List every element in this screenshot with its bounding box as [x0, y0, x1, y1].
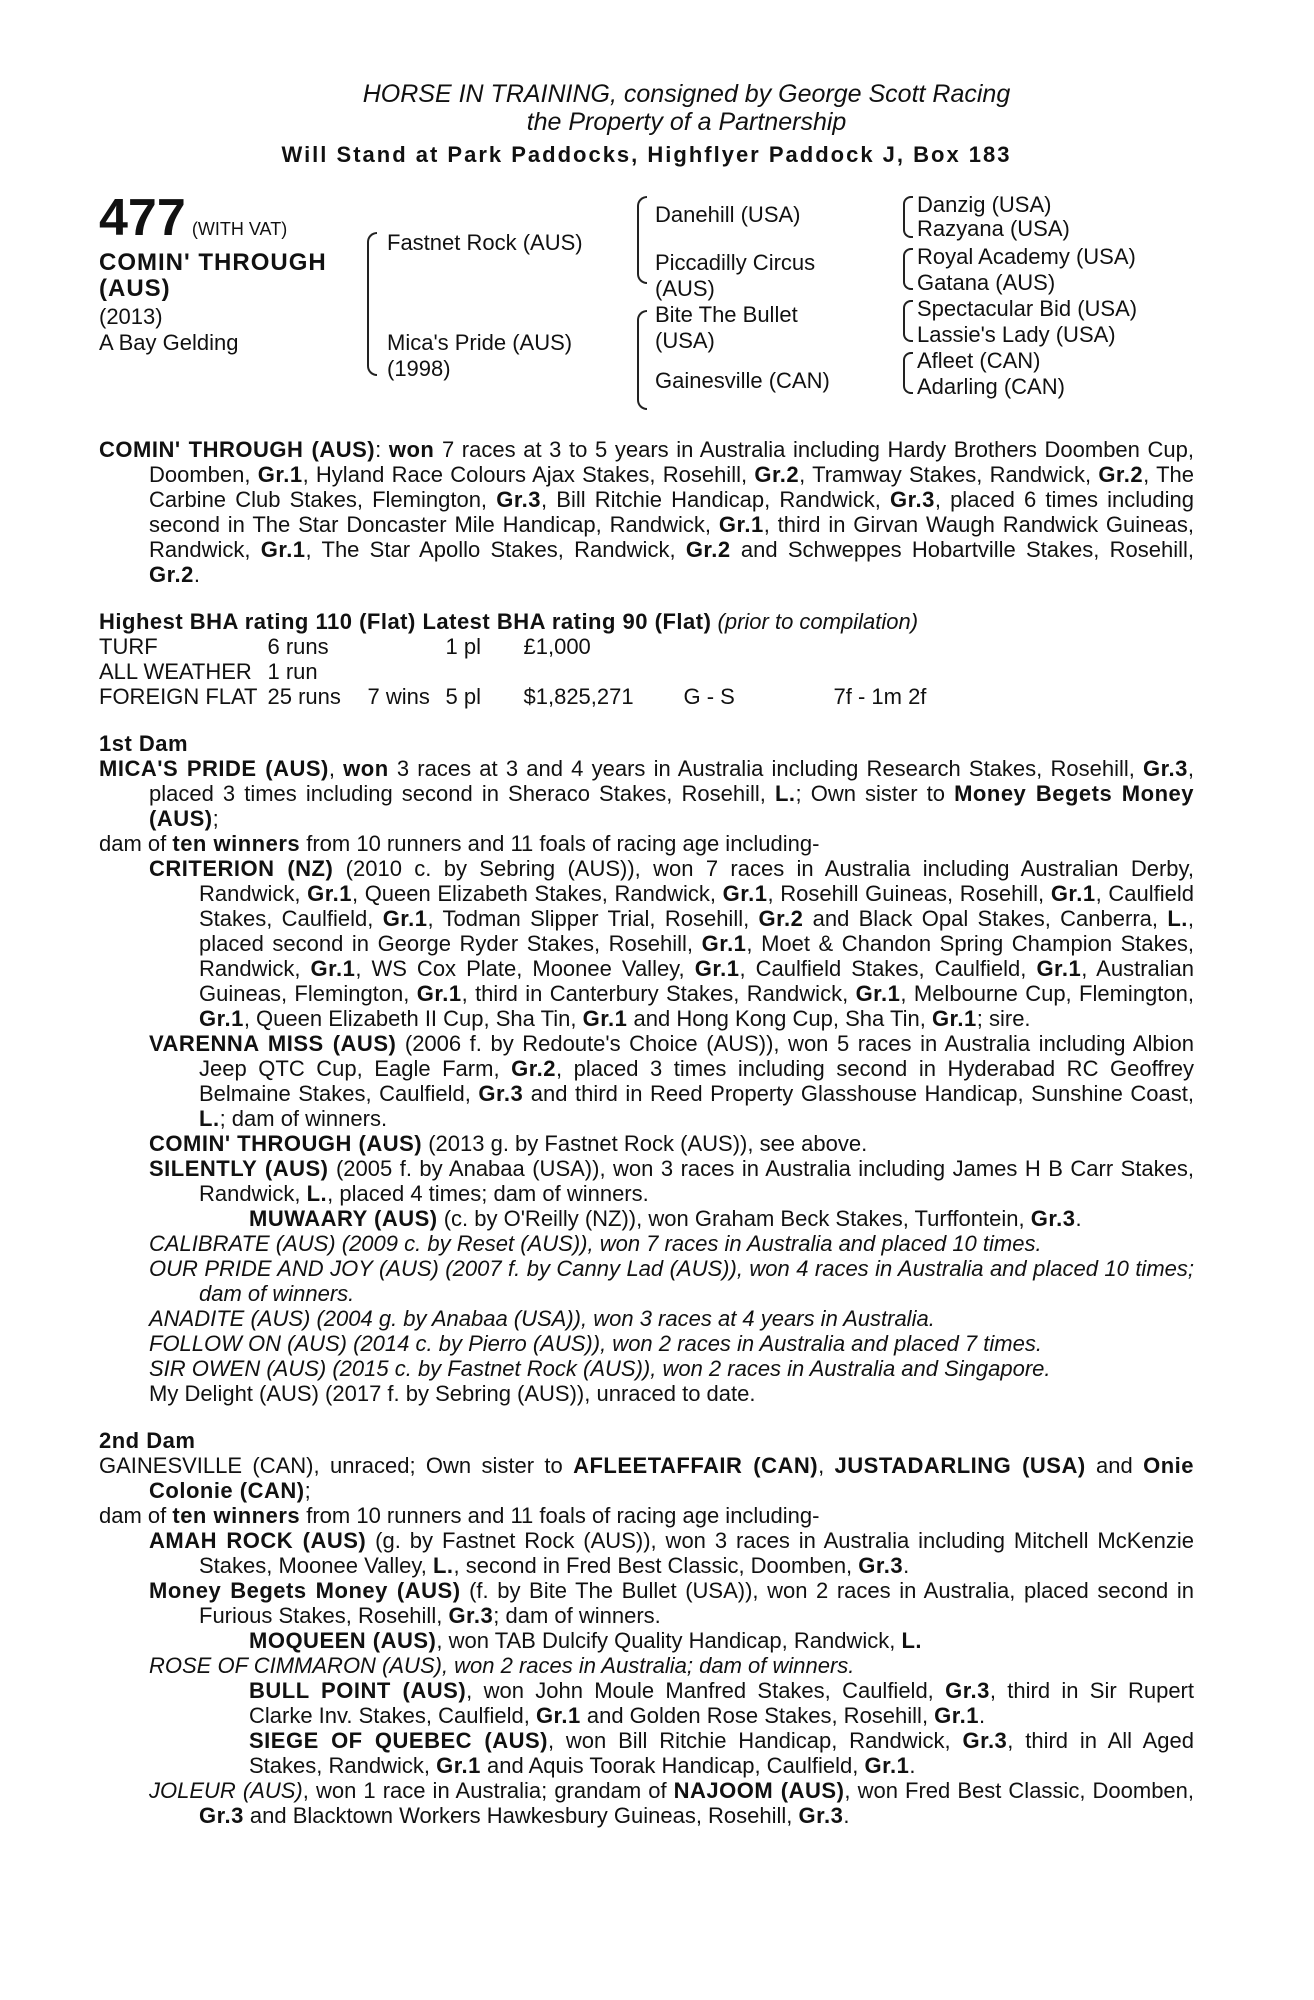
summary-text: and Schweppes Hobartville Stakes, Rosehill,: [730, 537, 1194, 562]
ggp-6: Lassie's Lady (USA): [917, 322, 1116, 347]
stats-label: FOREIGN FLAT: [99, 684, 258, 709]
stats-going: G - S: [683, 684, 735, 709]
ratings-note: (prior to compilation): [711, 609, 919, 634]
second-dam-heading: 2nd Dam: [99, 1428, 196, 1453]
produce-entry: VARENNA MISS (AUS) (2006 f. by Redoute's Choice (AUS)), won 5 races in Australia including Albion Jeep QTC Cup, Eagle Farm, Gr.2, placed 3 times including second in Hyderabad RC Geoffrey Belmaine Stakes, Caulfield, Gr.3 and third in Reed Property Glasshouse Handicap, Sunshine Coast, L.; dam of winners.: [149, 1031, 1195, 1131]
grade: Gr.1: [718, 512, 764, 537]
produce-entry: AMAH ROCK (AUS) (g. by Fastnet Rock (AUS)), won 3 races in Australia including Mitchell McKenzie Stakes, Moonee Valley, L., second in Fred Best Classic, Doomben, Gr.3.: [149, 1528, 1194, 1578]
grade: Gr.2: [149, 562, 194, 587]
dam-name: Mica's Pride (AUS): [387, 330, 573, 355]
stats-distance: [834, 634, 937, 659]
stats-earnings: £1,000: [523, 634, 591, 659]
brace-3: [637, 310, 647, 410]
sire-sire: Danehill (USA): [655, 202, 801, 227]
dam-won: won: [343, 756, 389, 781]
summary-name: COMIN' THROUGH (AUS): [99, 437, 376, 462]
ratings-section: [99, 609, 1194, 709]
stats-distance: 7f - 1m 2f: [833, 684, 927, 709]
property-line: the Property of a Partnership: [526, 108, 847, 136]
summary-text: , Bill Ritchie Handicap, Randwick,: [541, 487, 890, 512]
brace-7: [903, 352, 913, 394]
dam-of-line: dam of ten winners from 10 runners and 11 foals of racing age including-: [99, 831, 820, 856]
ggp-4: Gatana (AUS): [917, 270, 1056, 295]
summary-text: .: [193, 562, 200, 587]
stats-distance: [834, 659, 937, 684]
produce-entry: FOLLOW ON (AUS) (2014 c. by Pierro (AUS)), won 2 races in Australia and placed 7 times.: [149, 1331, 1042, 1356]
grandproduce-entry: MOQUEEN (AUS), won TAB Dulcify Quality Handicap, Randwick, L.: [249, 1628, 922, 1653]
grade: Gr.3: [1143, 756, 1188, 781]
table-row: [99, 684, 936, 709]
summary-text: , The Star Apollo Stakes, Randwick,: [305, 537, 686, 562]
grandproduce-entry: MUWAARY (AUS) (c. by O'Reilly (NZ)), won Graham Beck Stakes, Turffontein, Gr.3.: [249, 1206, 1082, 1231]
first-dam-heading: 1st Dam: [99, 731, 189, 756]
stats-earnings: [524, 659, 684, 684]
sister-name: Money Begets Money (AUS): [149, 781, 1194, 831]
sire-dam-2: (AUS): [655, 276, 715, 301]
ratings-bold: Highest BHA rating 110 (Flat) Latest BHA rating 90 (Flat): [99, 609, 712, 634]
dam-name: MICA'S PRIDE (AUS): [99, 756, 329, 781]
ggp-5: Spectacular Bid (USA): [917, 296, 1138, 321]
brace-4: [903, 196, 913, 238]
foaling-year: (2013): [99, 304, 163, 329]
stats-label: TURF: [99, 634, 158, 659]
catalogue-body: [99, 437, 1194, 1828]
grade: Gr.2: [685, 537, 731, 562]
first-dam-entry: MICA'S PRIDE (AUS), won 3 races at 3 and 4 years in Australia including Research Stakes, Rosehill, Gr.3, placed 3 times including second in Sheraco Stakes, Rosehill, L.; Own sister to Money Begets Money (AUS);: [99, 756, 1194, 831]
produce-entry: JOLEUR (AUS), won 1 race in Australia; grandam of NAJOOM (AUS), won Fred Best Classic, Doomben, Gr.3 and Blacktown Workers Hawkesbury Guineas, Rosehill, Gr.3.: [149, 1778, 1195, 1828]
brace-2: [637, 196, 647, 284]
grade: Gr.3: [496, 487, 542, 512]
summary-text: , placed 6 times including second in The Star Doncaster Mile Handicap, Randwick,: [149, 487, 1194, 537]
table-row: [99, 659, 936, 684]
stats-wins: 7 wins: [367, 684, 430, 709]
grade: Gr.3: [890, 487, 935, 512]
grade: Gr.2: [754, 462, 800, 487]
stand-line: Will Stand at Park Paddocks, Highflyer Paddock J, Box 183: [281, 142, 1012, 167]
brace-1: [367, 232, 377, 376]
grade: Gr.1: [257, 462, 303, 487]
second-dam-entry: GAINESVILLE (CAN), unraced; Own sister to AFLEETAFFAIR (CAN), JUSTADARLING (USA) and Onie Colonie (CAN);: [99, 1453, 1194, 1503]
dam-sire-1: Bite The Bullet: [655, 302, 798, 327]
produce-entry: My Delight (AUS) (2017 f. by Sebring (AUS)), unraced to date.: [149, 1381, 756, 1406]
form-table: [99, 634, 936, 709]
grandproduce-entry: BULL POINT (AUS), won John Moule Manfred Stakes, Caulfield, Gr.3, third in Sir Rupert Clarke Inv. Stakes, Caulfield, Gr.1 and Golden Rose Stakes, Rosehill, Gr.1.: [249, 1678, 1194, 1728]
stats-earnings: $1,825,271: [523, 684, 634, 709]
grandproduce-entry: SIEGE OF QUEBEC (AUS), won Bill Ritchie Handicap, Randwick, Gr.3, third in All Aged Stakes, Randwick, Gr.1 and Aquis Toorak Handicap, Caulfield, Gr.1.: [249, 1728, 1194, 1778]
ggp-2: Razyana (USA): [917, 216, 1070, 241]
pedigree-block: [99, 189, 1194, 437]
produce-entry: ROSE OF CIMMARON (AUS), won 2 races in Australia; dam of winners.: [149, 1653, 855, 1678]
produce-entry: SILENTLY (AUS) (2005 f. by Anabaa (USA)), won 3 races in Australia including James H B Carr Stakes, Randwick, L., placed 4 times; dam of winners.: [149, 1156, 1194, 1206]
summary-won: won: [388, 437, 435, 462]
consignor-line: HORSE IN TRAINING, consigned by George Scott Racing: [362, 80, 1011, 108]
produce-entry: ANADITE (AUS) (2004 g. by Anabaa (USA)), won 3 races at 4 years in Australia.: [149, 1306, 935, 1331]
catalogue-page: [99, 80, 1194, 1828]
summary-text: , Hyland Race Colours Ajax Stakes, Rosehill,: [302, 462, 755, 487]
lot-number: 477: [99, 189, 186, 247]
grade: Gr.2: [1098, 462, 1144, 487]
listed: L.: [774, 781, 796, 806]
ggp-1: Danzig (USA): [917, 192, 1052, 217]
lot-number-row: [99, 189, 288, 247]
stats-wins: [368, 659, 446, 684]
stats-placed: 1 pl: [445, 634, 481, 659]
grade: Gr.1: [260, 537, 306, 562]
dam-sire-2: (USA): [655, 328, 715, 353]
stats-going: [684, 634, 834, 659]
stats-runs: 6 runs: [267, 634, 329, 659]
sire-dam-1: Piccadilly Circus: [655, 250, 816, 275]
summary-text: , The Carbine Club Stakes, Flemington,: [149, 462, 1194, 512]
ggp-7: Afleet (CAN): [917, 348, 1041, 373]
stats-label: ALL WEATHER: [99, 659, 252, 684]
vat-note: (WITH VAT): [191, 219, 288, 239]
stats-placed: [446, 659, 524, 684]
produce-entry: Money Begets Money (AUS) (f. by Bite The Bullet (USA)), won 2 races in Australia, placed second in Furious Stakes, Rosehill, Gr.3; dam of winners.: [149, 1578, 1194, 1628]
summary-text: , third in Girvan Waugh Randwick Guineas, Randwick,: [149, 512, 1194, 562]
bha-ratings: [99, 609, 1194, 634]
stats-wins: [368, 634, 446, 659]
race-record-summary: [99, 437, 1194, 587]
stats-runs: 25 runs: [267, 684, 341, 709]
stats-runs: 1 run: [267, 659, 318, 684]
stats-placed: 5 pl: [445, 684, 481, 709]
dam-of-line: dam of ten winners from 10 runners and 11 foals of racing age including-: [99, 1503, 820, 1528]
brace-5: [903, 248, 913, 290]
horse-name-2: (AUS): [99, 275, 171, 302]
ggp-8: Adarling (CAN): [917, 374, 1065, 399]
summary-text: , Tramway Stakes, Randwick,: [799, 462, 1099, 487]
header: [99, 80, 1194, 170]
sire: Fastnet Rock (AUS): [387, 230, 583, 255]
stats-going: [684, 659, 834, 684]
brace-6: [903, 300, 913, 342]
produce-entry: SIR OWEN (AUS) (2015 c. by Fastnet Rock (AUS)), won 2 races in Australia and Singapore.: [149, 1356, 1051, 1381]
dam-dam: Gainesville (CAN): [655, 368, 830, 393]
produce-entry: COMIN' THROUGH (AUS) (2013 g. by Fastnet Rock (AUS)), see above.: [149, 1131, 868, 1156]
ggp-3: Royal Academy (USA): [917, 244, 1136, 269]
produce-entry: OUR PRIDE AND JOY (AUS) (2007 f. by Canny Lad (AUS)), won 4 races in Australia and placed 10 times; dam of winners.: [149, 1256, 1194, 1306]
summary-text: 7 races at 3 to 5 years in Australia including Hardy Brothers Doomben Cup, Doomben,: [149, 437, 1194, 487]
dam-year: (1998): [387, 356, 451, 381]
horse-name-1: COMIN' THROUGH: [99, 249, 327, 276]
summary-colon: :: [375, 437, 389, 462]
table-row: [99, 634, 936, 659]
horse-description: A Bay Gelding: [99, 330, 239, 355]
produce-entry: CRITERION (NZ) (2010 c. by Sebring (AUS)), won 7 races in Australia including Australian Derby, Randwick, Gr.1, Queen Elizabeth Stakes, Randwick, Gr.1, Rosehill Guineas, Rosehill, Gr.1, Caulfield Stakes, Caulfield, Gr.1, Todman Slipper Trial, Rosehill, Gr.2 and Black Opal Stakes, Canberra, L., placed second in George Ryder Stakes, Rosehill, Gr.1, Moet & Chandon Spring Champion Stakes, Randwick, Gr.1, WS Cox Plate, Moonee Valley, Gr.1, Caulfield Stakes, Caulfield, Gr.1, Australian Guineas, Flemington, Gr.1, third in Canterbury Stakes, Randwick, Gr.1, Melbourne Cup, Flemington, Gr.1, Queen Elizabeth II Cup, Sha Tin, Gr.1 and Hong Kong Cup, Sha Tin, Gr.1; sire.: [149, 856, 1195, 1031]
produce-entry: CALIBRATE (AUS) (2009 c. by Reset (AUS)), won 7 races in Australia and placed 10 times.: [149, 1231, 1042, 1256]
